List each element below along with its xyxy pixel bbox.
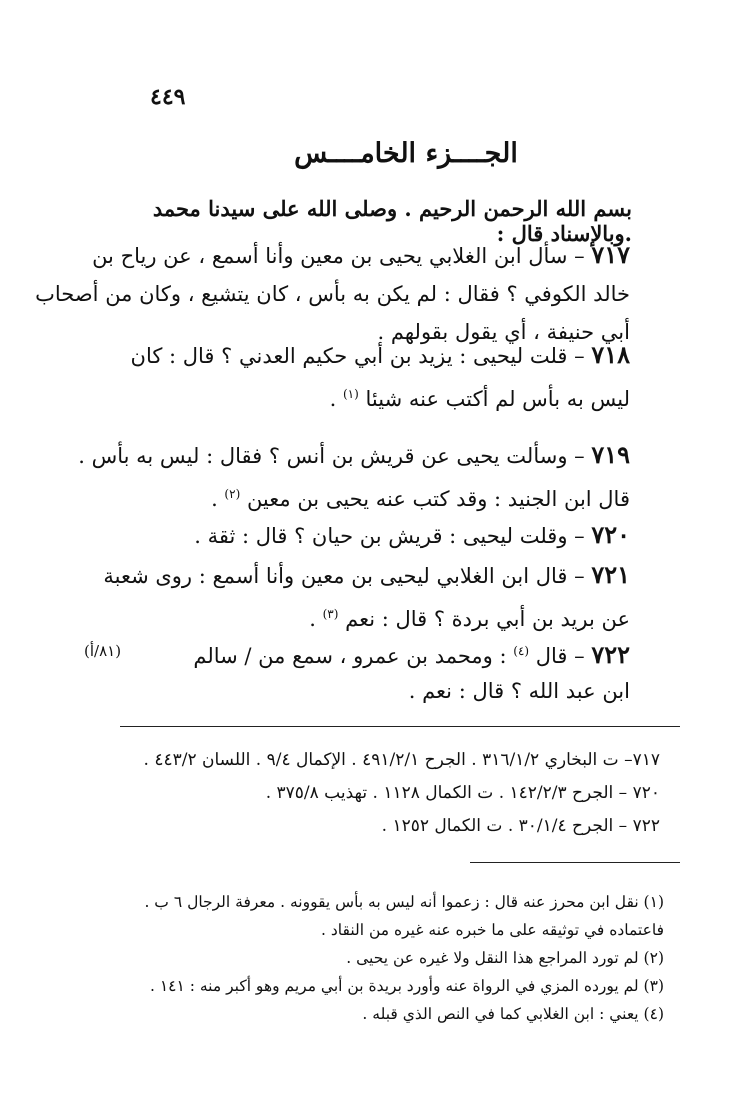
entry-number: ٧١٧ bbox=[591, 240, 630, 269]
entry-text: – قال bbox=[535, 644, 585, 668]
entry-number: ٧٢٠ bbox=[591, 520, 630, 549]
reference-line: ٧٢٠ – الجرح ١٤٢/٢/٣ . ت الكمال ١١٢٨ . تهذيب ٣٧٥/٨ . bbox=[265, 783, 660, 803]
entry-text: قال ابن الجنيد : وقد كتب عنه يحيى بن معين bbox=[246, 487, 630, 511]
manuscript-folio-note: (٨١/أ) bbox=[84, 642, 122, 660]
page-number: ٤٤٩ bbox=[150, 84, 186, 110]
footnote-line: (٤) يعني : ابن الغلابي كما في النص الذي قبله . bbox=[362, 1005, 664, 1023]
footnote-marker[interactable]: (٤) bbox=[513, 644, 530, 658]
footnote-marker[interactable]: (١) bbox=[342, 387, 359, 401]
reference-line: ٧١٧– ت البخاري ٣١٦/١/٢ . الجرح ٤٩١/٢/١ . الإكمال ٩/٤ . اللسان ٤٤٣/٢ . bbox=[143, 750, 660, 770]
entry-text: – قلت ليحيى : يزيد بن أبي حكيم العدني ؟ قال : كان bbox=[130, 344, 585, 368]
footnote-marker[interactable]: (٣) bbox=[322, 607, 339, 621]
entry-text: عن بريد بن أبي بردة ؟ قال : نعم bbox=[345, 607, 630, 631]
entry-722-continued bbox=[330, 672, 630, 710]
entry-text: – وقلت ليحيى : قريش بن حيان ؟ قال : ثقة . bbox=[194, 524, 585, 548]
entry-717 bbox=[35, 236, 630, 351]
footnotes-divider bbox=[470, 862, 680, 863]
entry-719 bbox=[78, 436, 630, 518]
footnote-line: فاعتماده في توثيقه على ما خبره عنه غيره من النقاد . bbox=[321, 921, 664, 939]
entry-tail: . bbox=[309, 607, 323, 631]
entry-number: ٧٢٢ bbox=[591, 640, 630, 669]
entry-number: ٧٢١ bbox=[591, 560, 630, 589]
entry-text: : ومحمد بن عمرو ، سمع من / سالم bbox=[193, 644, 507, 668]
entry-text: ابن عبد الله ؟ قال : نعم . bbox=[408, 679, 630, 703]
entry-text: – قال ابن الغلابي ليحيى بن معين وأنا أسمع : روى شعبة bbox=[103, 564, 585, 588]
entry-tail: . bbox=[329, 387, 343, 411]
entry-number: ٧١٨ bbox=[591, 340, 630, 369]
footnote-marker[interactable]: (٢) bbox=[224, 487, 241, 501]
entry-number: ٧١٩ bbox=[591, 440, 630, 469]
entry-text: أبي حنيفة ، أي يقول بقولهم . bbox=[377, 320, 630, 344]
entry-721 bbox=[103, 556, 630, 638]
entry-720 bbox=[130, 516, 630, 555]
references-divider bbox=[120, 726, 680, 727]
part-title: الجــــزء الخامــــس bbox=[294, 138, 518, 169]
entry-text: ليس به بأس لم أكتب عنه شيئا bbox=[365, 387, 630, 411]
entry-tail: . bbox=[211, 487, 225, 511]
entry-text: – سأل ابن الغلابي يحيى بن معين وأنا أسمع ، عن رياح بن bbox=[92, 244, 585, 268]
entry-text: خالد الكوفي ؟ فقال : لم يكن به بأس ، كان يتشيع ، وكان من أصحاب bbox=[35, 282, 630, 306]
references-block bbox=[130, 744, 660, 843]
footnote-line: (٣) لم يورده المزي في الرواة عنه وأورد بريدة بن أبي مريم وهو أكبر منه : ١٤١ . bbox=[149, 977, 664, 995]
footnote-line: (١) نقل ابن محرز عنه قال : زعموا أنه ليس به بأس يقوونه . معرفة الرجال ٦ ب . bbox=[144, 893, 664, 911]
entry-722 bbox=[180, 632, 630, 675]
entry-718 bbox=[130, 336, 630, 418]
footnote-line: (٢) لم تورد المراجع هذا النقل ولا غيره عن يحيى . bbox=[346, 949, 664, 967]
footnotes-block bbox=[124, 888, 664, 1028]
entry-text: – وسألت يحيى عن قريش بن أنس ؟ فقال : ليس به بأس . bbox=[78, 444, 585, 468]
reference-line: ٧٢٢ – الجرح ٣٠/١/٤ . ت الكمال ١٢٥٢ . bbox=[381, 816, 660, 836]
basmala-line: بسم الله الرحمن الرحيم . وصلى الله على سيدنا محمد .وبالإسناد قال : bbox=[152, 196, 632, 246]
